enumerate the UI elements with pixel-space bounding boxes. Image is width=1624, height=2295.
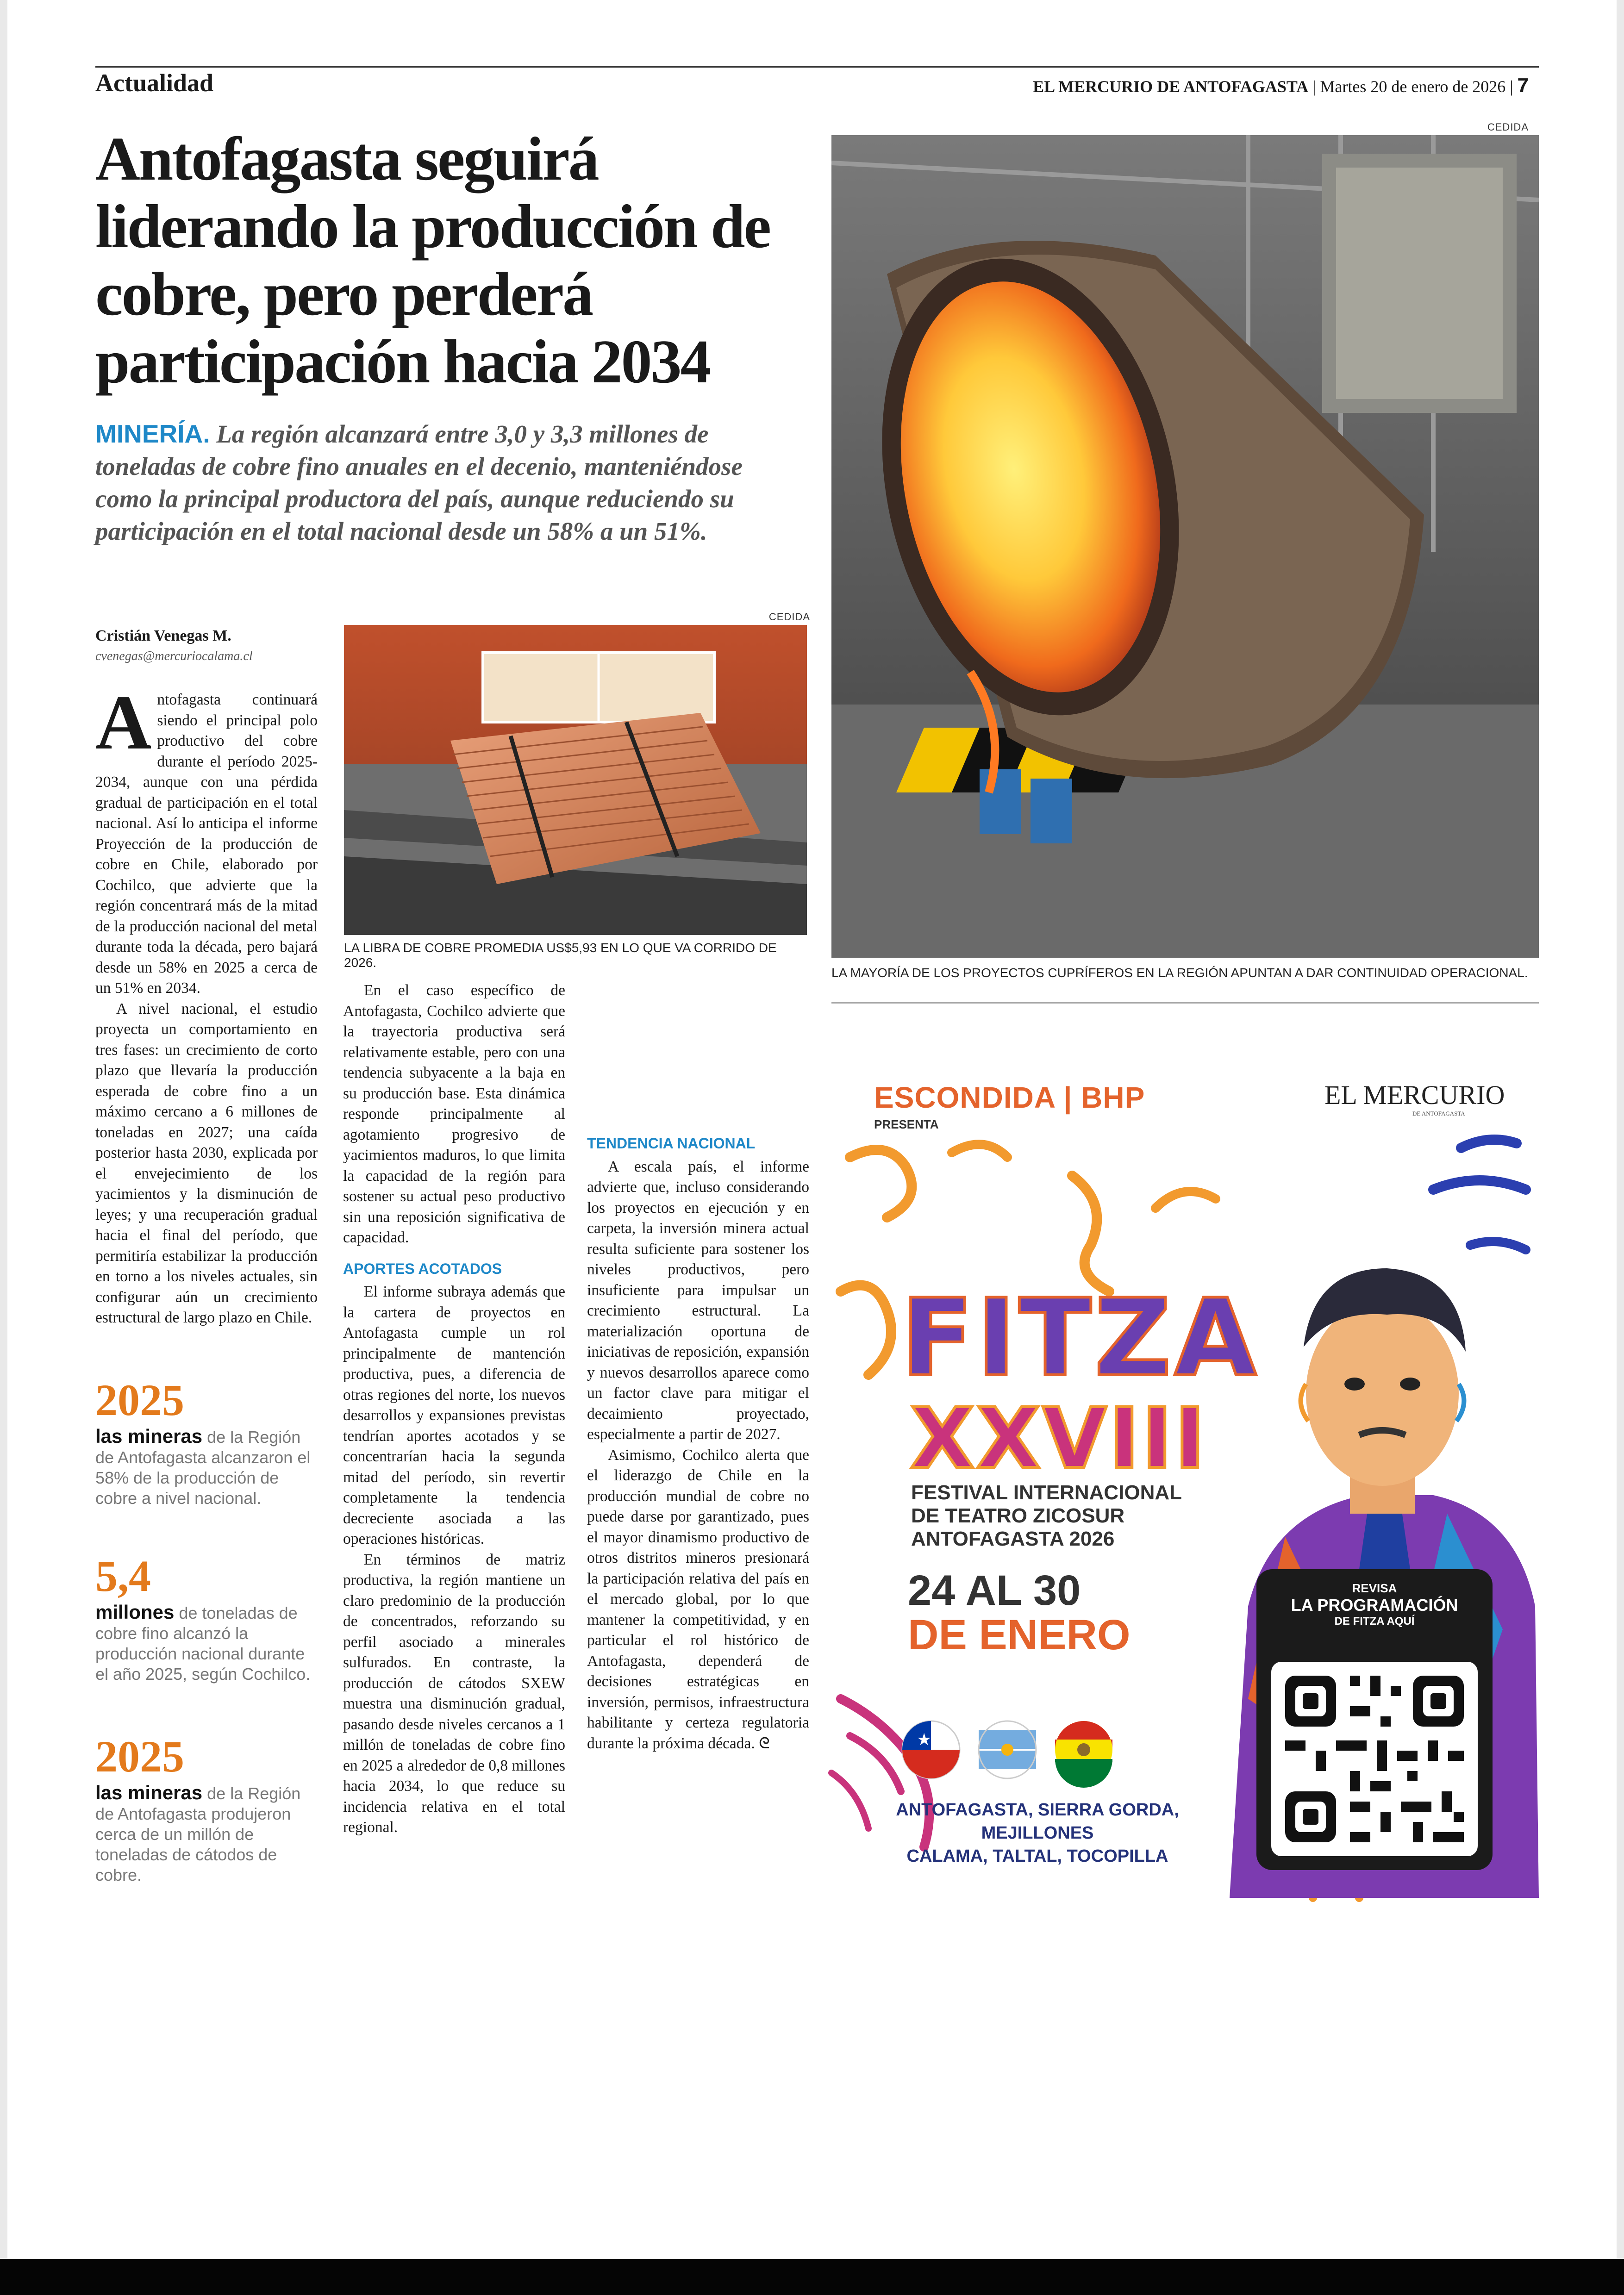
- article-column-2: [343, 980, 565, 1836]
- lede-kicker: MINERÍA.: [95, 419, 210, 448]
- fitza-logo-edition: XXVIII: [910, 1391, 1207, 1487]
- stat-box: [95, 1553, 318, 1684]
- body-paragraph: En términos de matriz productiva, la región mantiene un claro predominio de la producción de concentrados, reforzando su perfil asociado a minerales sulfurados. En contraste, la producción de cátodos SXEW muestra una disminución gradual, pasando desde niveles cercanos a 1 millón de toneladas de cobre fino en 2025 a alrededor de 0,8 millones hacia 2034, lo que reduce su incidencia relativa en el total regional.: [343, 1551, 565, 1836]
- photo-credit: CEDIDA: [768, 611, 810, 623]
- article-lede: [95, 418, 771, 548]
- body-paragraph: Asimismo, Cochilco alerta que el liderazgo de Chile en la producción mundial de cobre no puede darse por garantizado, pues el mayor dinamismo productivo de otros distritos mineros presionará la participación relativa del país en el mercado global, por lo que mantener la competitividad, y en particular el rol histórico de Antofagasta, dependerá de decisiones estratégicas en inversión, permisos, infraestructura habilitante y certeza regulatoria durante la próxima década. ᘓ: [587, 1446, 809, 1752]
- lede-text: La región alcanzará entre 3,0 y 3,3 millones de toneladas de cobre fino anuales en el decenio, manteniéndose como la principal productora del país, aunque reduciendo su participación en el total nacional desde un 58% a un 51%.: [95, 420, 743, 545]
- stat-box: [95, 1377, 318, 1509]
- stat-text: millones de toneladas de cobre fino alcanzó la producción nacional durante el año 2025, según Cochilco.: [95, 1601, 311, 1684]
- body-paragraph: A escala país, el informe advierte que, incluso considerando los proyectos en ejecución y en carpeta, la inversión minera actual resulta suficiente para sostener los niveles productivos, pero insuficiente para impulsar un crecimiento estructural. La materialización oportuna de iniciativas de reposición, expansión y nuevos desarrollos aparece como un factor clave para mitigar el decaimiento proyectado, especialmente a partir de 2027.: [587, 1158, 809, 1443]
- author-email[interactable]: cvenegas@mercuriocalama.cl: [95, 649, 253, 663]
- fitza-logo-title: FITZA: [901, 1277, 1260, 1400]
- ad-newspaper-logo: EL MERCURIO: [1324, 1080, 1505, 1110]
- bolivia-flag: [1055, 1721, 1112, 1788]
- ad-presenta: PRESENTA: [874, 1117, 939, 1131]
- header-rule: [95, 66, 1539, 68]
- copper-cathodes-photo: [344, 625, 807, 935]
- smelter-ladle-illustration: [831, 135, 1539, 958]
- smelter-ladle-photo: [831, 135, 1539, 958]
- ad-newspaper-sublogo: DE ANTOFAGASTA: [1412, 1110, 1465, 1117]
- fitza-festival-ad[interactable]: [831, 1051, 1539, 1898]
- bottom-bar: [0, 2259, 1624, 2295]
- stat-text: las mineras de la Región de Antofagasta alcanzaron el 58% de la producción de cobre a nivel nacional.: [95, 1425, 311, 1508]
- argentina-flag: [979, 1721, 1036, 1778]
- page-number: 7: [1517, 74, 1529, 97]
- section-label: Actualidad: [95, 69, 214, 97]
- end-mark-icon: ᘓ: [759, 1734, 770, 1752]
- newspaper-page: [7, 0, 1617, 2259]
- svg-text:★: ★: [917, 1730, 932, 1749]
- body-paragraph: A nivel nacional, el estudio proyecta un comportamiento en tres fases: un crecimiento de corto plazo que llevaría la producción esperada de cobre fino a un máximo cercano a 6 millones de toneladas en 2027; una caída posterior hasta 2030, explicada por el envejecimiento de los yacimientos y la disminución de leyes; y una recuperación gradual hacia el final del período, que permitiría estabilizar la producción en torno a los niveles actuales, sin configurar aún un crecimiento estructural de largo plazo en Chile.: [95, 1000, 318, 1326]
- body-paragraph: Antofagasta continuará siendo el principal polo productivo del cobre durante el período 2025-2034, aunque con una pérdida gradual de participación en el total nacional. Así lo anticipa el informe Proyección de la producción de cobre en Chile, elaborado por Cochilco, que advierte que la región concentrará más de la mitad de la producción nacional del metal durante toda la década, pero bajará desde un 58% en 2025 a cerca de un 51% en 2034.: [95, 680, 318, 997]
- body-paragraph: En el caso específico de Antofagasta, Cochilco advierte que la trayectoria productiva será relativamente estable, pero con una tendencia subyacente a la baja en su producción base. Esta dinámica responde principalmente al agotamiento progresivo de yacimientos maduros, lo que limita la capacidad de la región para sostener su actual peso productivo sin una reposición significativa de capacidad.: [343, 982, 565, 1246]
- stat-number: 2025: [95, 1375, 184, 1425]
- subheading: APORTES ACOTADOS: [343, 1260, 502, 1277]
- article-column-1: [95, 680, 318, 1328]
- festival-dates: 24 AL 30 DE ENERO: [908, 1567, 1131, 1659]
- publication-name: EL MERCURIO DE ANTOFAGASTA: [1033, 77, 1309, 96]
- section-divider: [831, 1002, 1539, 1004]
- copper-cathodes-illustration: [344, 625, 807, 935]
- festival-locations: ANTOFAGASTA, SIERRA GORDA, MEJILLONES CALAMA, TALTAL, TOCOPILLA: [896, 1800, 1179, 1866]
- fitza-logo-icon: [901, 1277, 1259, 1487]
- qr-label: REVISA LA PROGRAMACIÓN DE FITZA AQUÍ: [1291, 1581, 1458, 1628]
- header-dateline: [1033, 74, 1529, 97]
- festival-name: FESTIVAL INTERNACIONAL DE TEATRO ZICOSUR ANTOFAGASTA 2026: [911, 1481, 1182, 1550]
- stat-text: las mineras de la Región de Antofagasta produjeron cerca de un millón de toneladas de cátodos de cobre.: [95, 1782, 301, 1884]
- article-headline: Antofagasta seguirá liderando la producción de cobre, pero perderá participación hacia 2034: [95, 125, 770, 396]
- issue-date: Martes 20 de enero de 2026: [1320, 77, 1506, 96]
- photo-credit: CEDIDA: [1487, 121, 1529, 133]
- subheading: TENDENCIA NACIONAL: [587, 1135, 756, 1152]
- ad-sponsor-logo: ESCONDIDA | BHP: [874, 1081, 1145, 1114]
- photo-caption: LA LIBRA DE COBRE PROMEDIA US$5,93 EN LO QUE VA CORRIDO DE 2026.: [344, 941, 777, 970]
- author-name: Cristián Venegas M.: [95, 627, 231, 644]
- chile-flag: [902, 1721, 960, 1778]
- header-separator: |: [1510, 77, 1518, 96]
- stat-number: 5,4: [95, 1551, 151, 1601]
- qr-code-icon[interactable]: [1271, 1662, 1478, 1856]
- stat-box: [95, 1734, 318, 1885]
- photo-caption: LA MAYORÍA DE LOS PROYECTOS CUPRÍFEROS EN LA REGIÓN APUNTAN A DAR CONTINUIDAD OPERACIONAL.: [831, 966, 1528, 980]
- body-paragraph: El informe subraya además que la cartera de proyectos en Antofagasta cumple un rol principalmente de mantención productiva, pues, a diferencia de otras regiones del norte, los nuevos desarrollos y expansiones previstas tendrían aportes acotados y se concentrarían hacia la segunda mitad del período, sin revertir completamente la tendencia decreciente asociada a las operaciones históricas.: [343, 1283, 565, 1547]
- qr-panel[interactable]: [1256, 1569, 1493, 1870]
- header-separator: |: [1312, 77, 1320, 96]
- stat-number: 2025: [95, 1732, 184, 1781]
- article-column-3: [587, 980, 809, 1754]
- drop-cap: A: [95, 680, 152, 766]
